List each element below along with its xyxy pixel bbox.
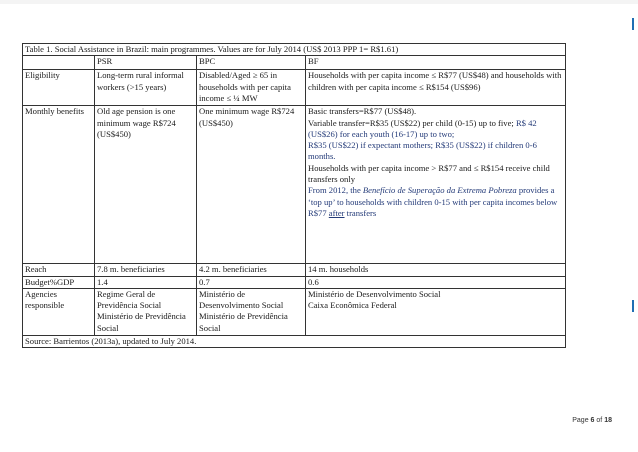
bf-youth-transfer: R$ 42 (US$26) for each youth (16-17) up to two;	[308, 117, 537, 139]
header-bpc: BPC	[197, 56, 306, 70]
page-top-edge	[0, 0, 638, 4]
bf-variable-transfer: Variable transfer=R$35 (US$22) per child (0-15) up to five;	[308, 117, 514, 128]
table-header-row	[23, 56, 566, 70]
agency-mds: Ministério de Desenvolvimento Social	[199, 288, 284, 311]
margin-marker	[632, 300, 634, 312]
row-label-agencies: Agencies responsible	[23, 288, 95, 335]
source-row	[23, 335, 566, 347]
cell-eligibility-bf: Households with per capita income ≤ R$77 (US$48) and households with children with per capita income ≤ R$154 (US$96)	[306, 70, 566, 106]
agency-mps: Ministério de Previdência Social	[199, 311, 288, 333]
current-page-number: 6	[590, 417, 595, 424]
bf-topup-end: transfers	[344, 207, 377, 218]
cell-benefits-psr: Old age pension is one minimum wage R$724 (US$450)	[95, 106, 197, 264]
page-word: Page	[572, 417, 589, 424]
cell-benefits-bpc: One minimum wage R$724 (US$450)	[197, 106, 306, 264]
bf-topup-intro: From 2012, the	[308, 185, 363, 196]
bf-topup-note	[308, 185, 557, 218]
row-label-eligibility: Eligibility	[23, 70, 95, 106]
bf-topup-text: provides a ‘top up’ to households with children 0-15 with per capita incomes below R$77	[308, 185, 558, 218]
agency-rgps: Regime Geral de Previdência Social	[97, 288, 162, 311]
cell-reach-bpc: 4.2 m. beneficiaries	[197, 264, 306, 276]
bf-topup-after: after	[328, 207, 345, 218]
programmes-table	[22, 43, 566, 348]
reach-row	[23, 264, 566, 276]
total-page-count: 18	[604, 417, 612, 424]
bf-child-only-note: Households with per capita income > R$77 and ≤ R$154 receive child transfers only	[308, 162, 550, 185]
cell-agencies-bpc	[197, 288, 306, 335]
margin-marker	[632, 18, 634, 30]
bf-basic-transfer: Basic transfers=R$77 (US$48).	[308, 106, 417, 117]
row-label-budget: Budget%GDP	[23, 276, 95, 288]
cell-budget-psr: 1.4	[95, 276, 197, 288]
header-blank-cell	[23, 56, 95, 70]
header-psr: PSR	[95, 56, 197, 70]
page-number-footer	[572, 417, 612, 424]
row-label-reach: Reach	[23, 264, 95, 276]
cell-budget-bf: 0.6	[306, 276, 566, 288]
bf-topup-programme-name: Benefício de Superação da Extrema Pobreza	[362, 185, 517, 196]
cell-reach-psr: 7.8 m. beneficiaries	[95, 264, 197, 276]
of-word: of	[596, 417, 603, 424]
benefits-row	[23, 106, 566, 264]
agency-mds: Ministério de Desenvolvimento Social	[308, 288, 441, 299]
agency-mps: Ministério de Previdência Social	[97, 311, 186, 333]
table-caption: Table 1. Social Assistance in Brazil: main programmes. Values are for July 2014 (US$ 2013 PPP 1= R$1.61)	[23, 44, 566, 56]
agency-caixa: Caixa Econômica Federal	[308, 300, 397, 311]
table-caption-row	[23, 44, 566, 56]
cell-eligibility-psr: Long-term rural informal workers (>15 years)	[95, 70, 197, 106]
row-label-benefits: Monthly benefits	[23, 106, 95, 264]
header-bf: BF	[306, 56, 566, 70]
cell-agencies-psr	[95, 288, 197, 335]
table-source-note: Source: Barrientos (2013a), updated to July 2014.	[23, 335, 566, 347]
cell-budget-bpc: 0.7	[197, 276, 306, 288]
cell-agencies-bf	[306, 288, 566, 335]
budget-row	[23, 276, 566, 288]
agencies-row	[23, 288, 566, 335]
cell-reach-bf: 14 m. households	[306, 264, 566, 276]
eligibility-row	[23, 70, 566, 106]
bf-expectant-transfer: R$35 (US$22) if expectant mothers; R$35 (US$22) if children 0-6 months.	[308, 140, 537, 162]
cell-benefits-bf	[306, 106, 566, 264]
cell-eligibility-bpc: Disabled/Aged ≥ 65 in households with per capita income ≤ ¼ MW	[197, 70, 306, 106]
